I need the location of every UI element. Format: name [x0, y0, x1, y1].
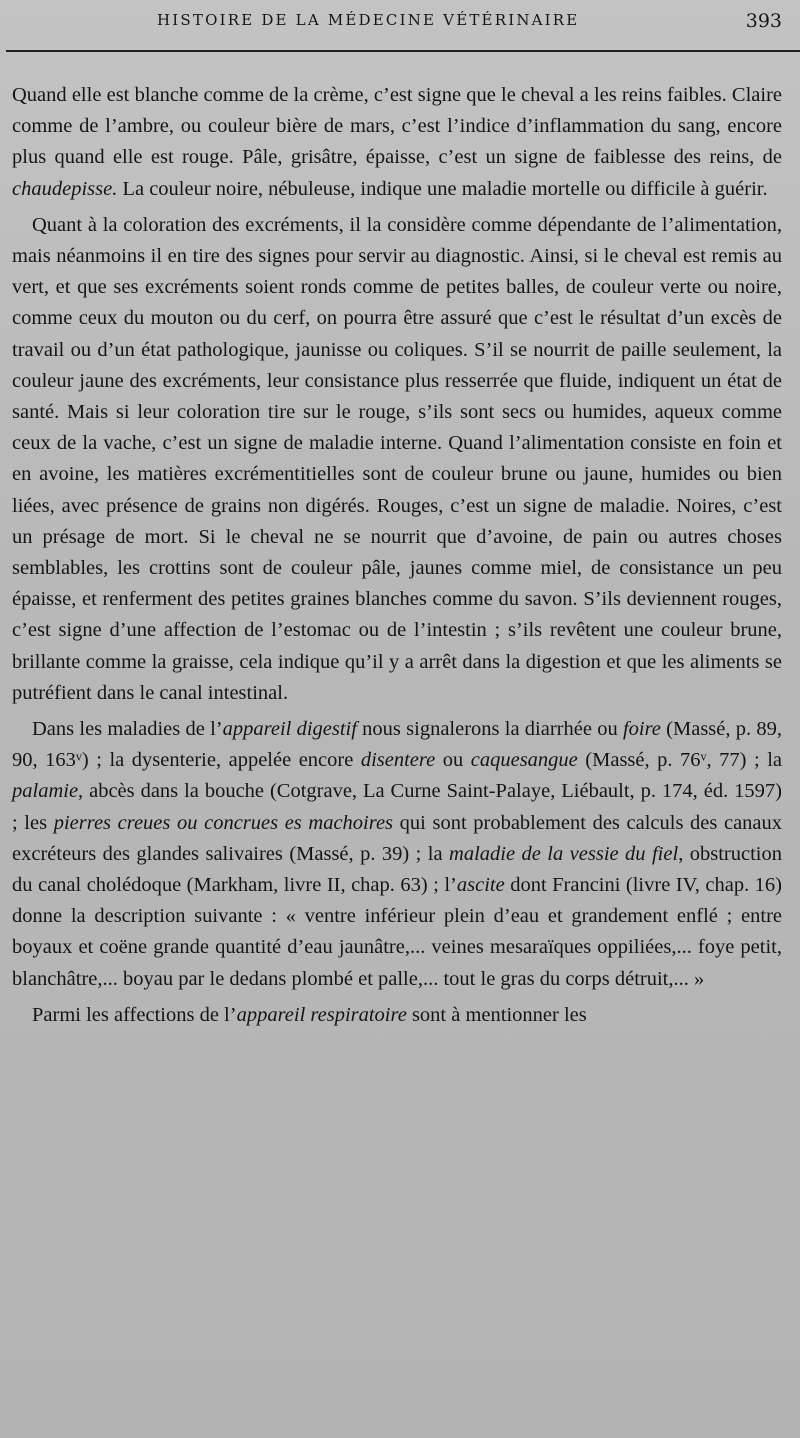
header-rule	[6, 50, 800, 52]
text-segment: (Massé, p. 89, 90, 163ᵛ) ; la dysenterie, appelée encore	[12, 718, 782, 772]
paragraph-urine-colour	[12, 80, 782, 205]
text-segment: dont Francini (livre IV, chap. 16) donne la description suivante : « ventre inférieur plein d’eau et grandement enflé ; entre boyaux et coëne grande quantité d’eau jaunâtre,... veines mesaraïques oppiliées,... foye petit, blanchâtre,... boyau par le dedans plombé et palle,... tout le gras du corps détruit,... »	[12, 874, 782, 990]
paragraph-excrement-colour	[12, 210, 782, 709]
text-segment: (Massé, p. 76ᵛ, 77) ; la	[577, 749, 782, 772]
text-segment-italic: palamie	[12, 780, 79, 803]
body-text	[12, 80, 782, 1031]
text-segment: La couleur noire, nébuleuse, indique une maladie mortelle ou difficile à guérir.	[117, 177, 768, 200]
text-segment-italic: appareil digestif	[222, 718, 357, 741]
text-segment-italic: ascite	[456, 874, 505, 897]
paragraph-respiratory	[12, 1000, 782, 1031]
text-segment-italic: caquesangue	[470, 749, 578, 772]
page-number: 393	[745, 10, 782, 32]
text-segment-italic: chaudepisse.	[12, 177, 118, 200]
text-segment-italic: foire	[622, 718, 661, 741]
text-segment: qui sont probablement des calculs des canaux excréteurs des glandes salivaires (Massé, p. 39) ; la	[12, 811, 783, 865]
text-segment: , obstruction du canal cholédoque (Markham, livre II, chap. 63) ; l’	[12, 842, 782, 897]
text-segment-italic: maladie de la vessie du fiel	[449, 842, 679, 865]
running-title: HISTOIRE DE LA MÉDECINE VÉTÉRINAIRE	[157, 11, 580, 29]
text-segment-italic: disentere	[360, 749, 436, 772]
text-segment: nous signalerons la diarrhée ou	[356, 718, 623, 741]
text-segment: ou	[435, 749, 471, 772]
text-segment: , abcès dans la bouche (Cotgrave, La Curne Saint-Palaye, Liébault, p. 174, éd. 1597) ; les	[12, 780, 782, 834]
text-segment: Dans les maladies de l’	[32, 718, 223, 741]
text-segment-italic: appareil respiratoire	[236, 1003, 407, 1026]
text-segment-italic: pierres creues ou concrues es machoires	[53, 811, 394, 834]
text-segment: Parmi les affections de l’	[32, 1003, 237, 1026]
running-head	[12, 0, 782, 44]
text-segment: Quand elle est blanche comme de la crème, c’est signe que le cheval a les reins faibles. Claire comme de l’ambre, ou couleur bière de mars, c’est l’indice d’inflammation du sang, encore plus quand elle est rouge. Pâle, grisâtre, épaisse, c’est un signe de faiblesse des reins, de	[12, 84, 782, 169]
text-segment: Quant à la coloration des excréments, il la considère comme dépendante de l’alimentation, mais néanmoins il en tire des signes pour servir au diagnostic. Ainsi, si le cheval est remis au vert, et que ses excréments soient ronds comme de petites balles, de couleur verte ou noire, comme ceux du mouton ou du cerf, on pourra être assuré que c’est le résultat d’un excès de travail ou d’un état pathologique, jaunisse ou coliques. S’il se nourrit de paille seulement, la couleur jaune des excréments, leur consistance plus resserrée que fluide, indiquent un état de santé. Mais si leur coloration tire sur le rouge, s’ils sont secs ou humides, aqueux comme ceux de la vache, c’est un signe de maladie interne. Quand l’alimentation consiste en foin et en avoine, les matières excrémentitielles sont de couleur brune ou jaune, humides ou bien liées, avec présence de grains non digérés. Rouges, c’est un signe de maladie. Noires, c’est un présage de mort. Si le cheval ne se nourrit que d’avoine, de pain ou autres choses semblables, les crottins sont de couleur pâle, jaunes comme miel, de consistance un peu épaisse, et renferment des petites graines blanches comme du savon. S’ils deviennent rouges, c’est signe d’une affection de l’estomac ou de l’intestin ; s’ils revêtent une couleur brune, brillante comme la graisse, cela indique qu’il y a arrêt dans la digestion et que les aliments se putréfient dans le canal intestinal.	[12, 213, 782, 704]
paragraph-digestive-diseases	[12, 714, 782, 995]
text-segment: sont à mentionner les	[406, 1003, 587, 1026]
